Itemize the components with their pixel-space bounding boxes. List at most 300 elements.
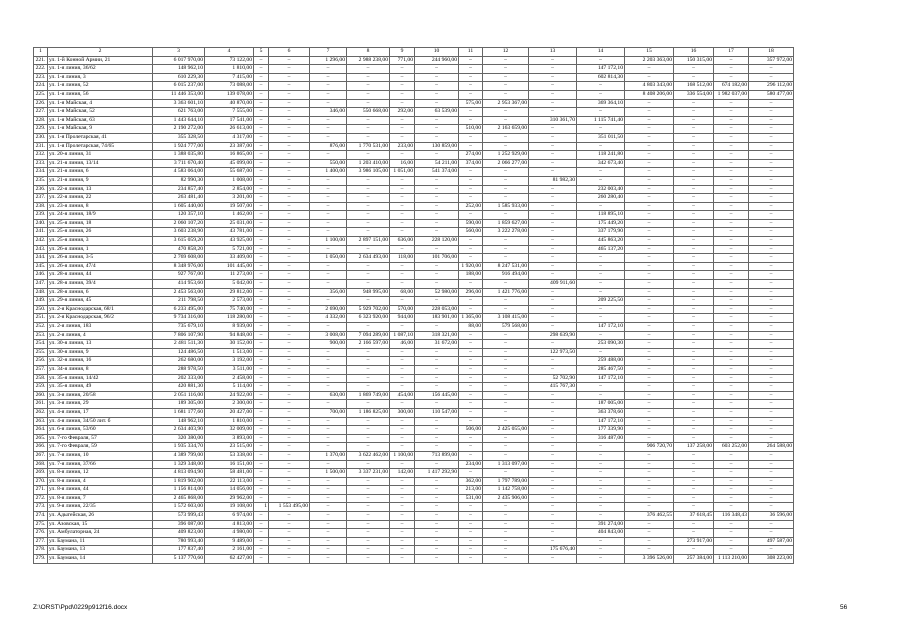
value-cell: 4 813 094,90 (153, 469, 205, 478)
row-number-cell: 235. (34, 176, 48, 185)
value-cell: – (254, 194, 269, 203)
value-cell: – (714, 426, 749, 435)
table-row (34, 271, 794, 280)
value-cell: – (390, 374, 415, 383)
value-cell: – (674, 202, 714, 211)
value-cell: – (415, 125, 459, 134)
value-cell: – (459, 237, 483, 246)
value-cell: – (390, 211, 415, 220)
value-cell: 876,00 (310, 142, 347, 151)
value-cell: – (347, 73, 390, 82)
value-cell: – (749, 262, 794, 271)
table-row (34, 202, 794, 211)
address-cell: ул. 1-я линия, 3 (48, 73, 153, 82)
value-cell: 420 881,30 (153, 383, 205, 392)
value-cell: 30 152,00 (205, 340, 254, 349)
value-cell: – (269, 520, 310, 529)
value-cell: – (577, 82, 625, 91)
value-cell: 621 763,00 (153, 108, 205, 117)
address-cell: ул. 35-я линия, 49 (48, 383, 153, 392)
value-cell: 356,00 (310, 288, 347, 297)
value-cell: – (625, 546, 674, 555)
row-number-cell: 277. (34, 537, 48, 546)
value-cell: – (577, 537, 625, 546)
row-number-cell: 250. (34, 305, 48, 314)
table-row (34, 546, 794, 555)
table-row (34, 417, 794, 426)
value-cell: – (674, 254, 714, 263)
value-cell: 110 547,00 (415, 408, 459, 417)
value-cell: 1 050,00 (310, 254, 347, 263)
row-number-cell: 276. (34, 529, 48, 538)
value-cell: – (459, 443, 483, 452)
value-cell: 1 252 929,00 (483, 151, 529, 160)
value-cell: 285 467,50 (577, 365, 625, 374)
value-cell: – (483, 374, 529, 383)
value-cell: – (529, 288, 577, 297)
column-number-cell: 4 (205, 48, 254, 57)
row-number-cell: 257. (34, 365, 48, 374)
value-cell: – (529, 185, 577, 194)
value-cell: – (625, 417, 674, 426)
value-cell: – (714, 159, 749, 168)
value-cell: – (749, 365, 794, 374)
value-cell: – (625, 211, 674, 220)
value-cell: 369 364,10 (577, 99, 625, 108)
value-cell: 175 449,20 (577, 219, 625, 228)
table-row (34, 486, 794, 495)
address-cell: ул. Азовская, 15 (48, 520, 153, 529)
value-cell: 300,00 (390, 408, 415, 417)
row-number-cell: 260. (34, 391, 48, 400)
value-cell: – (254, 443, 269, 452)
value-cell: – (254, 108, 269, 117)
value-cell: 1 296,00 (310, 56, 347, 65)
value-cell: – (269, 408, 310, 417)
value-cell: – (269, 477, 310, 486)
row-number-cell: 241. (34, 228, 48, 237)
value-cell: – (310, 262, 347, 271)
value-cell: – (347, 374, 390, 383)
value-cell: – (254, 133, 269, 142)
value-cell: – (674, 426, 714, 435)
value-cell: – (269, 99, 310, 108)
row-number-cell: 258. (34, 374, 48, 383)
value-cell: – (714, 494, 749, 503)
value-cell: – (347, 245, 390, 254)
value-cell: 1 810,00 (205, 65, 254, 74)
value-cell: – (674, 391, 714, 400)
value-cell: – (529, 202, 577, 211)
table-row (34, 194, 794, 203)
value-cell: – (459, 434, 483, 443)
value-cell: – (625, 348, 674, 357)
value-cell: – (714, 65, 749, 74)
value-cell: 101 706,00 (415, 254, 459, 263)
value-cell: – (577, 202, 625, 211)
value-cell: – (749, 408, 794, 417)
table-row (34, 494, 794, 503)
value-cell: – (254, 280, 269, 289)
value-cell: 142,00 (390, 469, 415, 478)
address-cell: ул. 1-я Майская, 63 (48, 116, 153, 125)
value-cell: – (529, 194, 577, 203)
value-cell: – (347, 426, 390, 435)
value-cell: 308 223,00 (749, 555, 794, 564)
address-cell: ул. 3-я линия, 29 (48, 400, 153, 409)
value-cell: – (577, 451, 625, 460)
value-cell: – (390, 125, 415, 134)
value-cell: – (625, 237, 674, 246)
value-cell: – (459, 469, 483, 478)
table-row (34, 90, 794, 99)
value-cell: – (254, 408, 269, 417)
table-row (34, 331, 794, 340)
value-cell: – (310, 460, 347, 469)
value-cell: – (714, 486, 749, 495)
value-cell: – (577, 555, 625, 564)
value-cell: 320 380,00 (153, 434, 205, 443)
value-cell: – (347, 348, 390, 357)
value-cell: 3 337 231,00 (347, 469, 390, 478)
value-cell: – (529, 512, 577, 521)
column-number-cell: 11 (459, 48, 483, 57)
value-cell: – (390, 520, 415, 529)
value-cell: 68,00 (390, 288, 415, 297)
value-cell: 3 363 601,10 (153, 99, 205, 108)
value-cell: – (390, 90, 415, 99)
value-cell: – (459, 365, 483, 374)
row-number-cell: 275. (34, 520, 48, 529)
value-cell: – (415, 537, 459, 546)
footer-file-path: Z:\ORST\Ppd\0229p912f16.docx (33, 604, 128, 611)
value-cell: 391 274,00 (577, 520, 625, 529)
value-cell: 81 982,30 (529, 176, 577, 185)
value-cell: – (347, 503, 390, 512)
table-row (34, 537, 794, 546)
table-row (34, 529, 794, 538)
value-cell: – (269, 331, 310, 340)
value-cell: – (674, 374, 714, 383)
value-cell: 55 687,00 (205, 168, 254, 177)
value-cell: 404 843,00 (577, 529, 625, 538)
value-cell: – (254, 142, 269, 151)
address-cell: ул. 26-я линия, 47/4 (48, 262, 153, 271)
value-cell: – (459, 383, 483, 392)
value-cell: 1 051,00 (390, 168, 415, 177)
value-cell: – (459, 280, 483, 289)
address-cell: ул. Баумана, 14 (48, 555, 153, 564)
value-cell: 310 361,70 (529, 116, 577, 125)
value-cell: – (269, 443, 310, 452)
value-cell: 357 972,00 (749, 56, 794, 65)
value-cell: 16 151,00 (205, 460, 254, 469)
value-cell: – (347, 323, 390, 332)
value-cell: – (577, 168, 625, 177)
value-cell: – (577, 469, 625, 478)
value-cell: – (269, 228, 310, 237)
value-cell: 234,00 (459, 460, 483, 469)
value-cell: – (390, 151, 415, 160)
value-cell: – (625, 297, 674, 306)
value-cell: – (459, 194, 483, 203)
value-cell: – (714, 391, 749, 400)
value-cell: – (347, 151, 390, 160)
address-cell: ул. 35-я линия, 14/42 (48, 374, 153, 383)
value-cell: – (529, 400, 577, 409)
value-cell: – (347, 194, 390, 203)
value-cell: – (415, 262, 459, 271)
value-cell: – (674, 323, 714, 332)
value-cell: 8 247 531,00 (483, 262, 529, 271)
address-cell: ул. 2-я Краснодарская, 68/1 (48, 305, 153, 314)
value-cell: – (415, 73, 459, 82)
value-cell: – (415, 90, 459, 99)
value-cell: – (749, 469, 794, 478)
table-row (34, 65, 794, 74)
value-cell: 296 112,00 (749, 82, 794, 91)
value-cell: – (310, 486, 347, 495)
value-cell: – (269, 90, 310, 99)
value-cell: – (625, 503, 674, 512)
value-cell: – (674, 486, 714, 495)
value-cell: 23 387,00 (205, 142, 254, 151)
row-number-cell: 247. (34, 280, 48, 289)
value-cell: – (529, 520, 577, 529)
value-cell: – (347, 211, 390, 220)
value-cell: – (714, 469, 749, 478)
value-cell: – (347, 460, 390, 469)
value-cell: – (254, 426, 269, 435)
value-cell: – (749, 99, 794, 108)
value-cell: – (674, 280, 714, 289)
value-cell: – (347, 494, 390, 503)
value-cell: 8 939,00 (205, 323, 254, 332)
value-cell: – (459, 391, 483, 400)
address-cell: ул. 8-я линия, 12 (48, 469, 153, 478)
value-cell: – (459, 503, 483, 512)
value-cell: 253 090,30 (577, 340, 625, 349)
value-cell: 510,00 (459, 125, 483, 134)
value-cell: 2 769 608,00 (153, 254, 205, 263)
value-cell: – (529, 494, 577, 503)
value-cell: – (347, 116, 390, 125)
value-cell: 82 990,30 (153, 176, 205, 185)
value-cell: – (529, 305, 577, 314)
value-cell: – (347, 357, 390, 366)
value-cell: 120 357,10 (153, 211, 205, 220)
value-cell: – (625, 245, 674, 254)
value-cell: – (749, 211, 794, 220)
value-cell: – (749, 245, 794, 254)
value-cell: – (254, 90, 269, 99)
value-cell: – (254, 151, 269, 160)
value-cell: – (577, 348, 625, 357)
address-cell: ул. 9-я линия, 22/35 (48, 503, 153, 512)
value-cell: 1 008,00 (205, 176, 254, 185)
value-cell: 7 094 289,00 (347, 331, 390, 340)
value-cell: – (749, 400, 794, 409)
value-cell: 396 087,00 (153, 520, 205, 529)
value-cell: – (459, 168, 483, 177)
value-cell: – (625, 357, 674, 366)
table-row (34, 426, 794, 435)
value-cell: 137 258,00 (674, 443, 714, 452)
value-cell: – (459, 108, 483, 117)
value-cell: – (529, 297, 577, 306)
value-cell: – (310, 125, 347, 134)
row-number-cell: 273. (34, 503, 48, 512)
value-cell: – (749, 219, 794, 228)
value-cell: – (415, 348, 459, 357)
value-cell: 1 553 495,00 (269, 503, 310, 512)
value-cell: – (625, 391, 674, 400)
value-cell: 22 113,00 (205, 477, 254, 486)
value-cell: – (269, 494, 310, 503)
value-cell: 209 225,50 (577, 297, 625, 306)
value-cell: – (254, 391, 269, 400)
row-number-cell: 252. (34, 323, 48, 332)
value-cell: – (483, 133, 529, 142)
row-number-cell: 227. (34, 108, 48, 117)
value-cell: 780 993,40 (153, 537, 205, 546)
value-cell: 3 615 059,20 (153, 237, 205, 246)
value-cell: 1 462,00 (205, 211, 254, 220)
value-cell: – (254, 331, 269, 340)
row-number-cell: 274. (34, 512, 48, 521)
value-cell: – (390, 176, 415, 185)
value-cell: 130 859,00 (415, 142, 459, 151)
value-cell: – (625, 486, 674, 495)
value-cell: – (269, 434, 310, 443)
value-cell: – (415, 99, 459, 108)
value-cell: – (529, 469, 577, 478)
value-cell: – (459, 512, 483, 521)
value-cell: 147 172,10 (577, 65, 625, 74)
value-cell: 1 113 210,00 (714, 555, 749, 564)
value-cell: – (390, 477, 415, 486)
value-cell: 1 115 741,40 (577, 116, 625, 125)
value-cell: 1 313 097,00 (483, 460, 529, 469)
value-cell: – (415, 280, 459, 289)
value-cell: 33 409,00 (205, 254, 254, 263)
value-cell: – (254, 228, 269, 237)
address-cell: ул. 25-я линия, 18 (48, 219, 153, 228)
value-cell: – (529, 99, 577, 108)
value-cell: 52 702,90 (529, 374, 577, 383)
value-cell: – (749, 314, 794, 323)
value-cell: – (529, 82, 577, 91)
address-cell: ул. Адыгейская, 26 (48, 512, 153, 521)
value-cell: – (749, 142, 794, 151)
value-cell: – (483, 142, 529, 151)
value-cell: – (714, 297, 749, 306)
table-row (34, 228, 794, 237)
value-cell: – (347, 486, 390, 495)
value-cell: – (529, 133, 577, 142)
column-number-cell: 5 (254, 48, 269, 57)
value-cell: 944,00 (390, 314, 415, 323)
value-cell: – (749, 529, 794, 538)
value-cell: 1 513,00 (205, 348, 254, 357)
value-cell: – (459, 451, 483, 460)
value-cell: 16 865,00 (205, 151, 254, 160)
value-cell: 264 588,00 (749, 443, 794, 452)
row-number-cell: 266. (34, 443, 48, 452)
value-cell: – (310, 99, 347, 108)
value-cell: – (269, 65, 310, 74)
value-cell: – (674, 245, 714, 254)
value-cell: 1 819 902,00 (153, 477, 205, 486)
value-cell: 1 681 177,60 (153, 408, 205, 417)
value-cell: – (390, 297, 415, 306)
table-row (34, 357, 794, 366)
value-cell: – (415, 82, 459, 91)
value-cell: – (390, 546, 415, 555)
value-cell: – (714, 477, 749, 486)
value-cell: – (269, 486, 310, 495)
value-cell: – (347, 529, 390, 538)
value-cell: – (749, 194, 794, 203)
value-cell: – (459, 65, 483, 74)
value-cell: – (529, 73, 577, 82)
row-number-cell: 230. (34, 133, 48, 142)
value-cell: – (310, 202, 347, 211)
value-cell: – (269, 271, 310, 280)
value-cell: – (749, 331, 794, 340)
row-number-cell: 222. (34, 65, 48, 74)
value-cell: 351 011,50 (577, 133, 625, 142)
value-cell: 17 541,00 (205, 116, 254, 125)
value-cell: – (310, 537, 347, 546)
value-cell: 550,00 (310, 159, 347, 168)
value-cell: 46,00 (390, 340, 415, 349)
value-cell: – (625, 400, 674, 409)
value-cell: – (714, 400, 749, 409)
value-cell: – (310, 297, 347, 306)
value-cell: – (625, 65, 674, 74)
row-number-cell: 254. (34, 340, 48, 349)
value-cell: – (254, 477, 269, 486)
value-cell: – (529, 65, 577, 74)
value-cell: 273 917,00 (674, 537, 714, 546)
value-cell: – (415, 374, 459, 383)
value-cell: – (390, 512, 415, 521)
address-cell: ул. 22-я линия, 13 (48, 185, 153, 194)
table-row (34, 555, 794, 564)
value-cell: 541 374,00 (415, 168, 459, 177)
value-cell: – (577, 314, 625, 323)
value-cell: – (674, 340, 714, 349)
value-cell: – (254, 348, 269, 357)
value-cell: 94 848,00 (205, 331, 254, 340)
value-cell: 2 300,00 (205, 400, 254, 409)
value-cell: – (415, 365, 459, 374)
value-cell: – (310, 357, 347, 366)
value-cell: 355 328,50 (153, 133, 205, 142)
table-row (34, 408, 794, 417)
value-cell: 2 465 868,00 (153, 494, 205, 503)
value-cell: – (577, 56, 625, 65)
value-cell: 630,00 (310, 391, 347, 400)
value-cell: – (390, 555, 415, 564)
value-cell: – (577, 494, 625, 503)
value-cell: 550 668,00 (347, 108, 390, 117)
value-cell: – (483, 168, 529, 177)
value-cell: 4 813,00 (205, 520, 254, 529)
address-cell: ул. 28-я линия, 6 (48, 288, 153, 297)
value-cell: – (625, 305, 674, 314)
